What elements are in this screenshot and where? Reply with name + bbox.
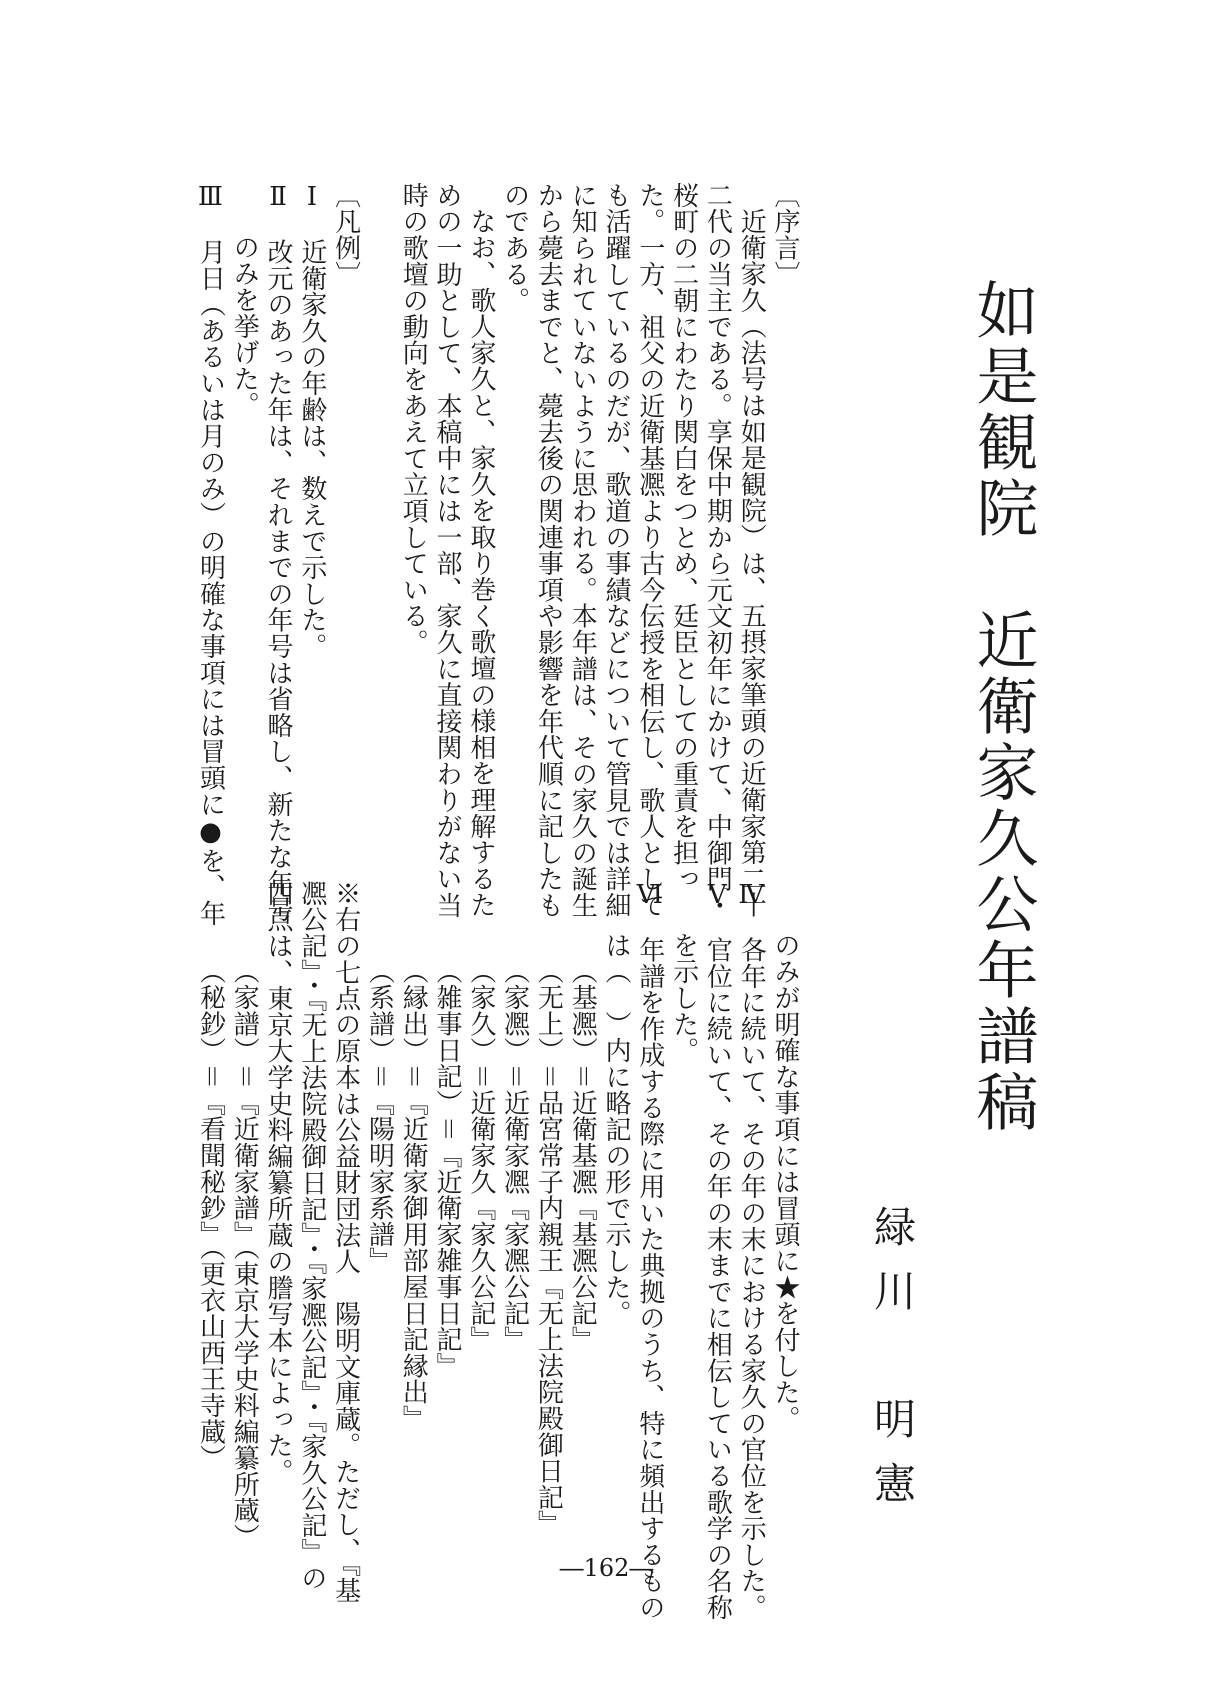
page-number: ―162― bbox=[559, 1554, 654, 1582]
author-name: 緑川 明憲 bbox=[868, 1205, 917, 1525]
source-note: 凞公記』・『无上法院殿御日記』・『家凞公記』・『家久公記』の bbox=[296, 880, 327, 1591]
source-entry: （秘鈔）＝『看聞秘鈔』（更衣山西王寺蔵） bbox=[195, 958, 226, 1471]
preface-heading: 〔序言〕 bbox=[770, 182, 800, 288]
preface-line: から薨去までと、薨去後の関連事項や影響を年代順に記したも bbox=[533, 182, 564, 919]
notes-line: Ⅵ 年譜を作成する際に用いた典拠のうち、特に頻出するもの bbox=[634, 880, 665, 1621]
preface-line: なお、歌人家久と、家久を取り巻く歌壇の様相を理解するた bbox=[465, 208, 496, 919]
source-entry: （縁出）＝『近衛家御用部屋日記縁出』 bbox=[398, 958, 429, 1432]
source-entry: （家久）＝近衛家久『家久公記』 bbox=[465, 958, 496, 1353]
source-entry: （无上）＝品宮常子内親王『无上法院殿御日記』 bbox=[533, 958, 564, 1537]
preface-line: も活躍しているのだが、歌道の事績などについて管見では詳細 bbox=[601, 182, 632, 919]
notes-heading: 〔凡例〕 bbox=[330, 182, 361, 288]
notes-line: は（ ）内に略記の形で示した。 bbox=[601, 932, 632, 1327]
source-entry: （家凞）＝近衛家凞『家凞公記』 bbox=[499, 958, 530, 1353]
notes-line: Ⅲ 月日（あるいは月のみ）の明確な事項には冒頭に●を、年 bbox=[195, 182, 226, 927]
preface-line: に知られていないように思われる。本年譜は、その家久の誕生 bbox=[567, 182, 598, 919]
preface-line: 桜町の二朝にわたり関白をつとめ、廷臣としての重責を担っ bbox=[668, 182, 699, 893]
notes-line: のみを挙げた。 bbox=[229, 234, 260, 419]
preface-line: 時の歌壇の動向をあえて立項している。 bbox=[398, 182, 429, 656]
source-note: 四点は、東京大学史料編纂所蔵の謄写本によった。 bbox=[263, 880, 294, 1485]
preface-line: のである。 bbox=[499, 182, 530, 314]
source-note: ※右の七点の原本は公益財団法人 陽明文庫蔵。ただし、『基 bbox=[330, 880, 361, 1604]
notes-line: Ⅳ 各年に続いて、その年の末における家久の官位を示した。 bbox=[736, 880, 767, 1621]
page-title: 如是観院 近衛家久公年譜稿 bbox=[966, 278, 1039, 1136]
column-spacer bbox=[362, 182, 396, 926]
notes-line: のみが明確な事項には冒頭に★を付した。 bbox=[770, 932, 800, 1432]
lower-text-block bbox=[193, 880, 801, 1620]
source-entry: （家譜）＝『近衛家譜』（東京大学史料編纂所蔵） bbox=[229, 958, 260, 1550]
notes-line: Ⅴ 官位に続いて、その年の末までに相伝している歌学の名称 bbox=[702, 880, 733, 1621]
preface-line: た。一方、祖父の近衛基凞より古今伝授を相伝し、歌人として bbox=[634, 182, 665, 919]
notes-line: Ⅰ 近衛家久の年齢は、数えで示した。 bbox=[296, 182, 327, 660]
preface-line: めの一助として、本稿中には一部、家久に直接関わりがない当 bbox=[432, 182, 463, 919]
source-entry: （系譜）＝『陽明家系譜』 bbox=[364, 958, 395, 1274]
preface-line: 近衛家久（法号は如是観院）は、五摂家筆頭の近衛家第二十 bbox=[736, 208, 767, 919]
notes-line: Ⅱ 改元のあった年は、それまでの年号は省略し、新たな年号 bbox=[263, 182, 294, 923]
source-entry: （基凞）＝近衛基凞『基凞公記』 bbox=[567, 958, 598, 1353]
preface-line: 二代の当主である。享保中期から元文初年にかけて、中御門・ bbox=[702, 182, 733, 919]
upper-text-block bbox=[193, 182, 801, 926]
source-entry: （雑事日記）＝『近衛家雑事日記』 bbox=[432, 958, 463, 1379]
notes-line: を示した。 bbox=[668, 932, 699, 1064]
